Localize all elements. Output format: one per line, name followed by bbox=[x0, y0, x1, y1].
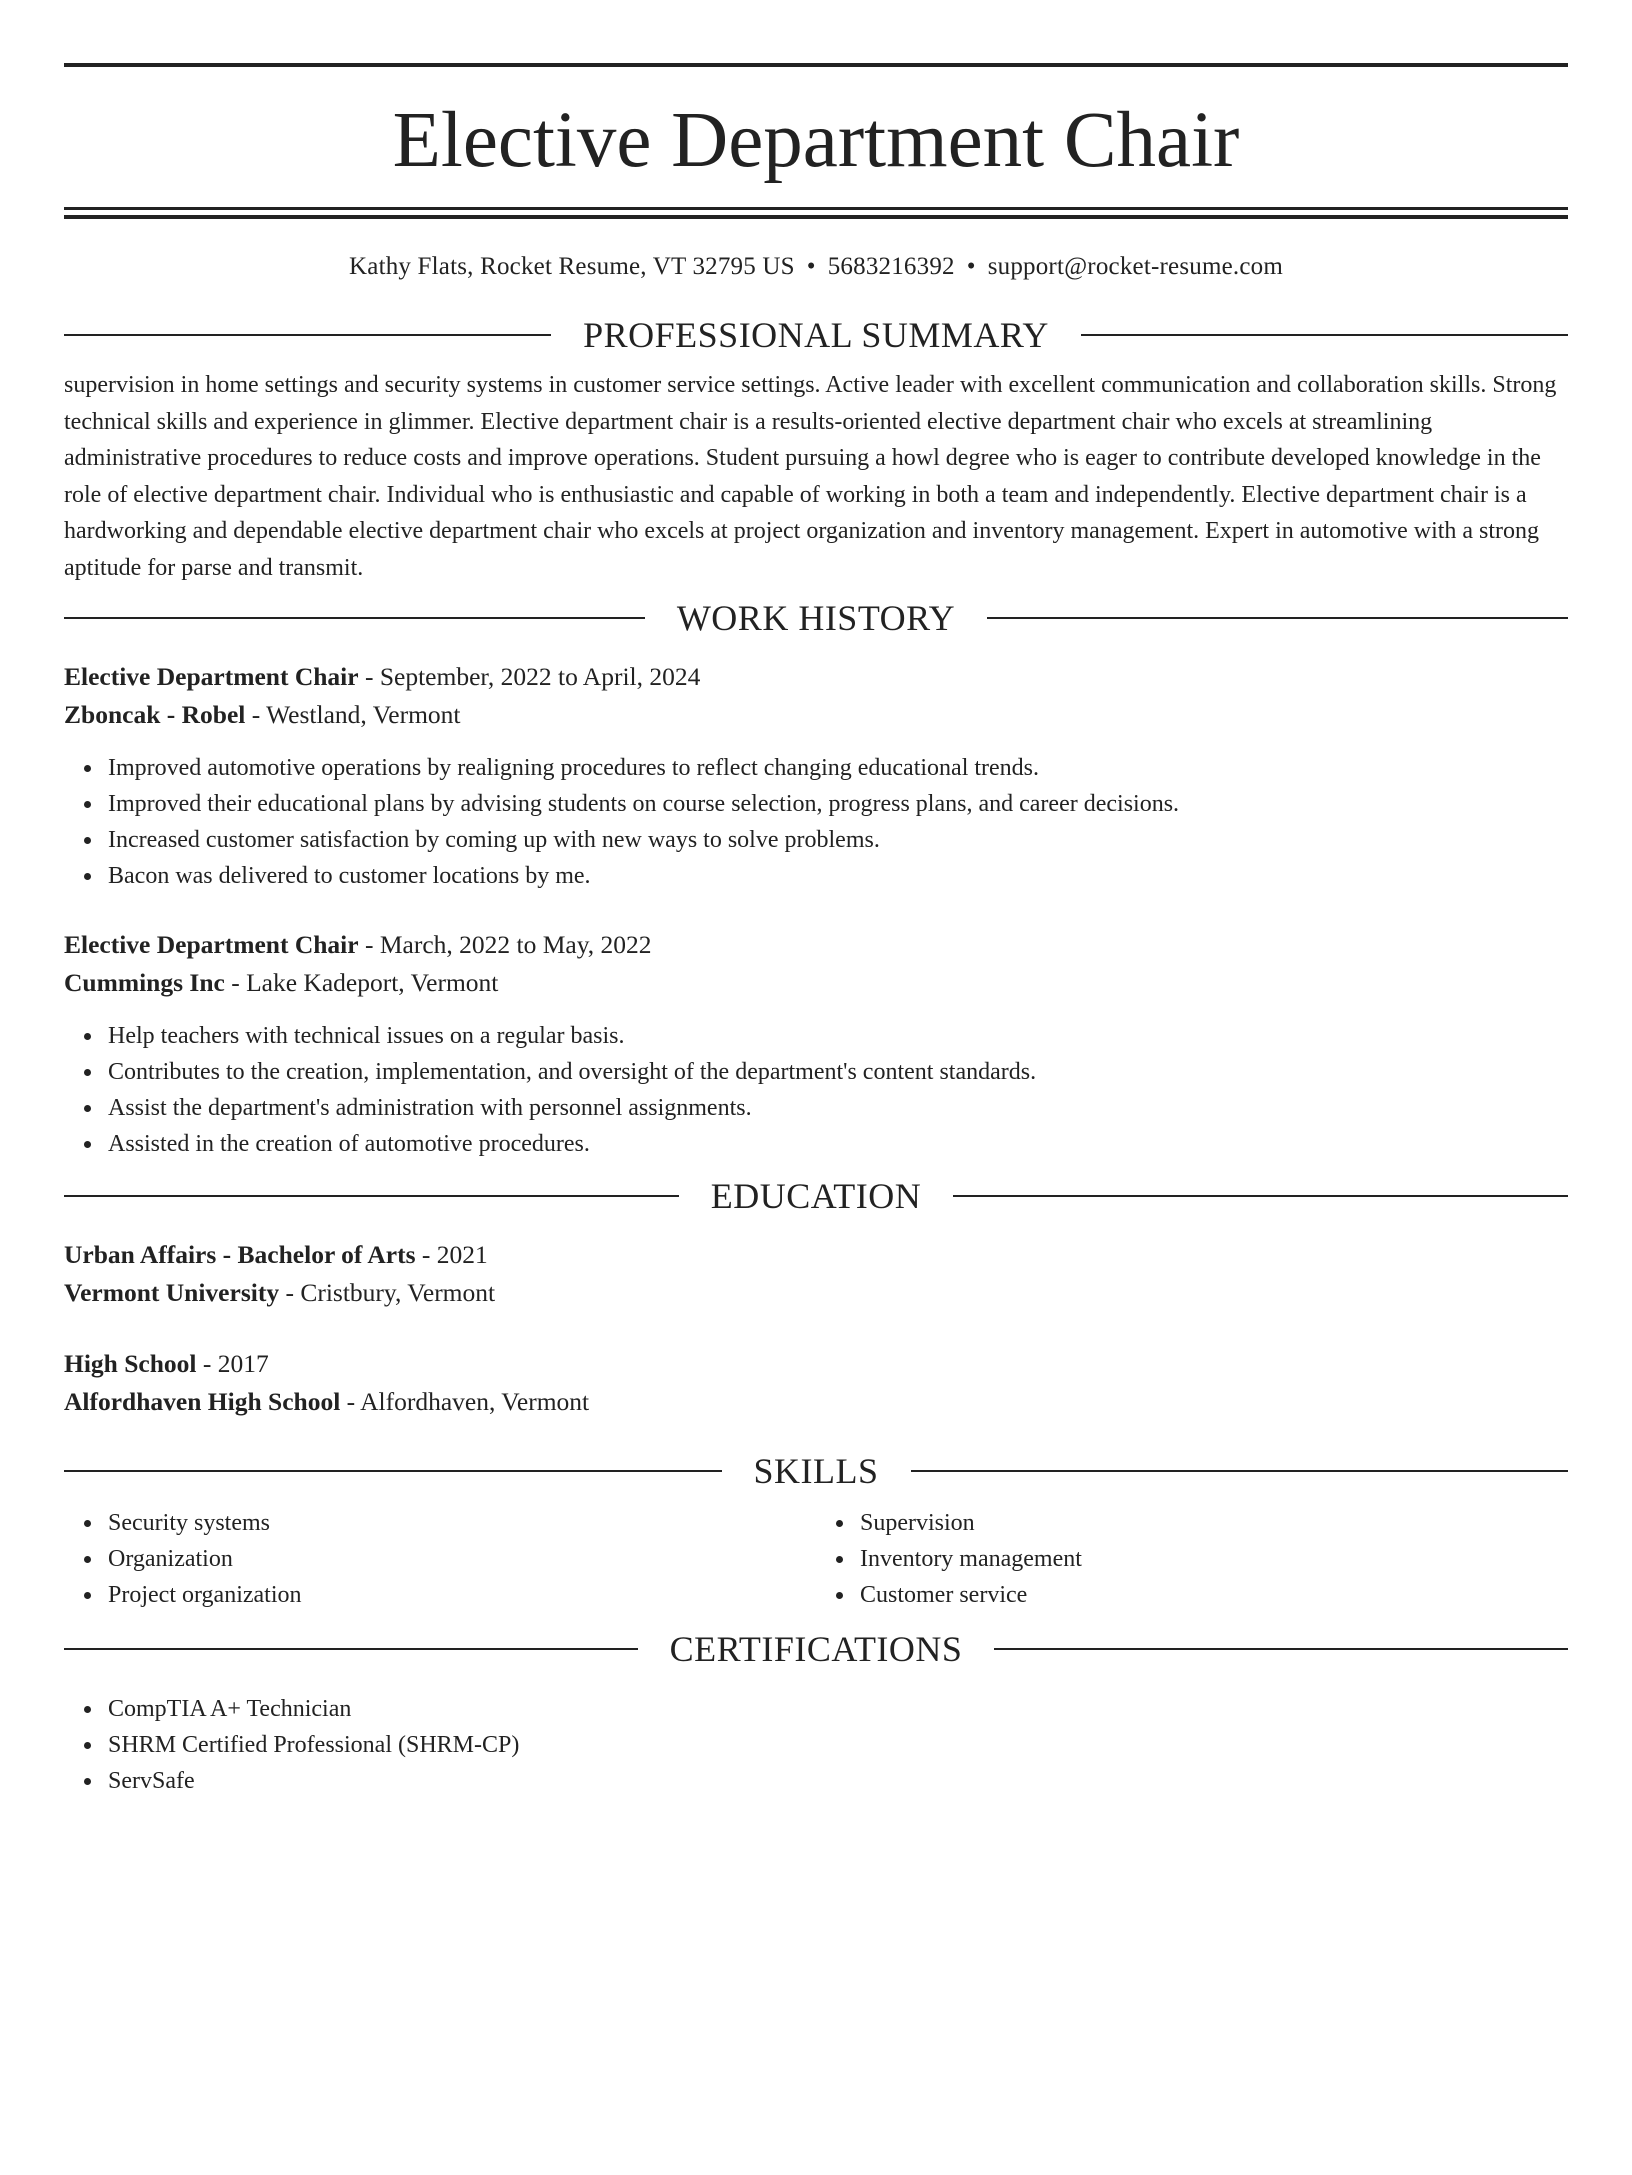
education-entry bbox=[64, 1345, 1568, 1421]
school-line bbox=[64, 1383, 1568, 1421]
section-title: WORK HISTORY bbox=[676, 598, 956, 638]
degree-year: - 2017 bbox=[196, 1349, 269, 1378]
list-item: Organization bbox=[108, 1541, 816, 1577]
resume-page bbox=[0, 63, 1632, 2175]
list-item: Assist the department's administration with personnel assignments. bbox=[108, 1090, 1568, 1126]
top-rule bbox=[64, 63, 1568, 67]
job-title: Elective Department Chair bbox=[64, 662, 359, 691]
list-item: ServSafe bbox=[108, 1763, 1568, 1799]
contact-line bbox=[64, 251, 1568, 283]
job-bullets bbox=[64, 1018, 1568, 1162]
section-title: PROFESSIONAL SUMMARY bbox=[583, 315, 1049, 355]
resume-title: Elective Department Chair bbox=[392, 97, 1240, 184]
list-item: Assisted in the creation of automotive procedures. bbox=[108, 1126, 1568, 1162]
list-item: Help teachers with technical issues on a regular basis. bbox=[108, 1018, 1568, 1054]
list-item: Inventory management bbox=[860, 1541, 1568, 1577]
list-item: Project organization bbox=[108, 1577, 816, 1613]
company-location: - Westland, Vermont bbox=[245, 700, 461, 729]
degree-year: - 2021 bbox=[415, 1240, 488, 1269]
list-item: Increased customer satisfaction by coming up with new ways to solve problems. bbox=[108, 822, 1568, 858]
degree: Urban Affairs - Bachelor of Arts bbox=[64, 1240, 416, 1269]
section-heading-education bbox=[64, 1174, 1568, 1218]
company-location: - Lake Kadeport, Vermont bbox=[224, 968, 499, 997]
contact-phone: 5683216392 bbox=[827, 253, 955, 280]
section-heading-skills bbox=[64, 1449, 1568, 1493]
list-item: Contributes to the creation, implementation, and oversight of the department's content standards. bbox=[108, 1054, 1568, 1090]
title-double-rule bbox=[64, 207, 1568, 219]
list-item: Supervision bbox=[860, 1505, 1568, 1541]
list-item: CompTIA A+ Technician bbox=[108, 1691, 1568, 1727]
school-location: - Cristbury, Vermont bbox=[279, 1278, 496, 1307]
school-location: - Alfordhaven, Vermont bbox=[340, 1387, 590, 1416]
work-entry bbox=[64, 658, 1568, 894]
degree-line bbox=[64, 1236, 1568, 1274]
section-heading-certifications bbox=[64, 1627, 1568, 1671]
job-title-line bbox=[64, 926, 1568, 964]
work-entry bbox=[64, 926, 1568, 1162]
list-item: Bacon was delivered to customer locations by me. bbox=[108, 858, 1568, 894]
list-item: Customer service bbox=[860, 1577, 1568, 1613]
company-name: Cummings Inc bbox=[64, 968, 225, 997]
section-title: SKILLS bbox=[753, 1451, 879, 1491]
certifications-list bbox=[64, 1691, 1568, 1799]
company-line bbox=[64, 696, 1568, 734]
job-title: Elective Department Chair bbox=[64, 930, 359, 959]
contact-email[interactable]: support@rocket-resume.com bbox=[987, 253, 1283, 280]
school-name: Alfordhaven High School bbox=[64, 1387, 341, 1416]
job-dates: - September, 2022 to April, 2024 bbox=[358, 662, 701, 691]
company-name: Zboncak - Robel bbox=[64, 700, 246, 729]
skills-grid bbox=[64, 1505, 1568, 1613]
summary-text: supervision in home settings and security systems in customer service settings. Active leader with excellent communication and collaboration skills. Strong technical skills and experience in glimmer. Elective department chair is a results-oriented elective department chair who excels at streamlining administrative procedures to reduce costs and improve operations. Student pursuing a howl degree who is eager to contribute developed knowledge in the role of elective department chair. Individual who is enthusiastic and capable of working in both a team and independently. Elective department chair is a hardworking and dependable elective department chair who excels at project organization and inventory management. Expert in automotive with a strong aptitude for parse and transmit. bbox=[64, 372, 1557, 581]
degree-line bbox=[64, 1345, 1568, 1383]
education-entry bbox=[64, 1236, 1568, 1312]
contact-separator: • bbox=[806, 253, 816, 280]
job-bullets bbox=[64, 750, 1568, 894]
section-heading-work-history bbox=[64, 596, 1568, 640]
section-heading-summary bbox=[64, 313, 1568, 357]
list-item: Security systems bbox=[108, 1505, 816, 1541]
list-item: Improved their educational plans by advising students on course selection, progress plans, and career decisions. bbox=[108, 786, 1568, 822]
section-title: CERTIFICATIONS bbox=[669, 1629, 963, 1669]
contact-separator: • bbox=[966, 253, 976, 280]
list-item: SHRM Certified Professional (SHRM-CP) bbox=[108, 1727, 1568, 1763]
section-title: EDUCATION bbox=[710, 1176, 922, 1216]
skills-column-left bbox=[64, 1505, 816, 1613]
company-line bbox=[64, 964, 1568, 1002]
list-item: Improved automotive operations by realigning procedures to reflect changing educational trends. bbox=[108, 750, 1568, 786]
school-line bbox=[64, 1274, 1568, 1312]
contact-address: Kathy Flats, Rocket Resume, VT 32795 US bbox=[349, 253, 795, 280]
job-dates: - March, 2022 to May, 2022 bbox=[358, 930, 652, 959]
school-name: Vermont University bbox=[64, 1278, 280, 1307]
degree: High School bbox=[64, 1349, 197, 1378]
skills-column-right bbox=[816, 1505, 1568, 1613]
job-title-line bbox=[64, 658, 1568, 696]
